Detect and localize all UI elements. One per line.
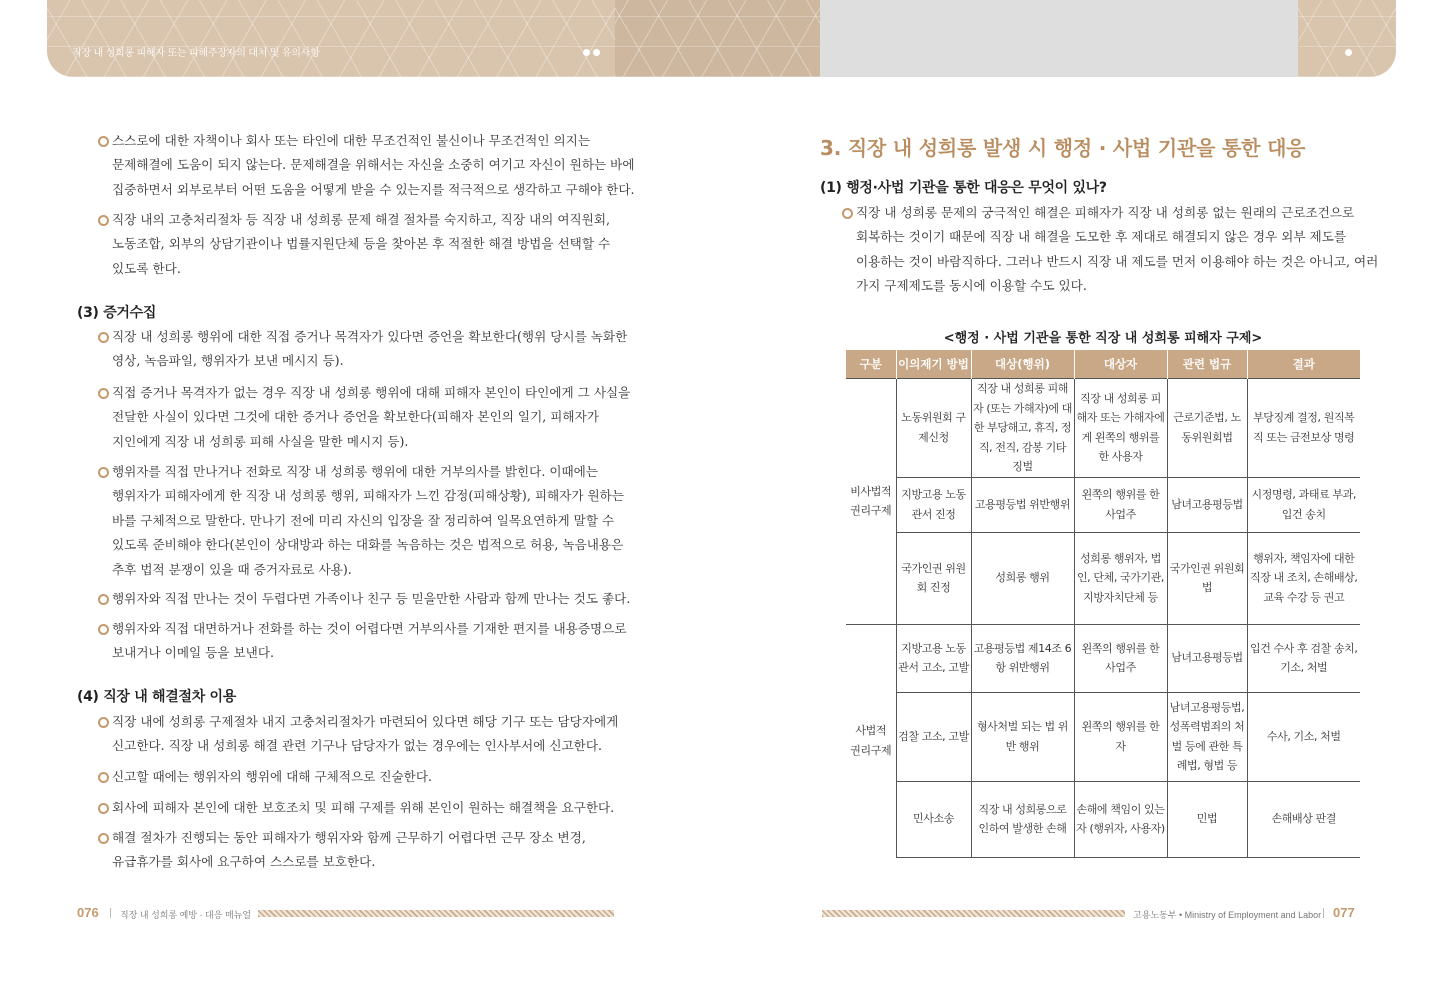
table-header-cell: 관련 법규 <box>1167 350 1247 379</box>
bullet-text-line: 전달한 사실이 있다면 그것에 대한 증거나 증언을 확보한다(피해자 본인의 일기, 피해자가 <box>112 409 599 425</box>
footer-separator <box>110 908 111 918</box>
table-group-cell: 사법적 권리구제 <box>846 624 896 857</box>
bullet-text-line: 행위자와 직접 만나는 것이 두렵다면 가족이나 친구 등 믿을만한 사람과 함께 만나는 것도 좋다. <box>112 591 631 606</box>
bullet-text-line: 추후 법적 분쟁이 있을 때 증거자료로 사용). <box>112 561 352 577</box>
table-cell: 성희롱 행위자, 법인, 단체, 국가기관, 지방자치단체 등 <box>1074 532 1167 624</box>
table-cell: 행위자, 책임자에 대한 직장 내 조치, 손해배상, 교육 수강 등 권고 <box>1247 532 1360 624</box>
table-cell: 시정명령, 과태료 부과, 입건 송치 <box>1247 477 1360 532</box>
bullet-icon <box>98 833 109 844</box>
bullet-text-line: 회복하는 것이기 때문에 직장 내 해결을 도모한 후 제대로 해결되지 않은 경우 외부 제도를 <box>856 229 1347 245</box>
table-cell: 왼쪽의 행위를 한 자 <box>1074 692 1167 781</box>
bullet-text-line: 있도록 준비해야 한다(본인이 상대방과 하는 대화를 녹음하는 것은 법적으로 허용, 녹음내용은 <box>112 537 624 553</box>
table-cell: 수사, 기소, 처벌 <box>1247 692 1360 781</box>
table-cell: 손해에 책임이 있는 자 (행위자, 사용자) <box>1074 781 1167 857</box>
page-number-right: 077 <box>1333 905 1355 920</box>
table-header-cell: 대상자 <box>1074 350 1167 379</box>
bullet-text-line: 직장 내에 성희롱 구제절차 내지 고충처리절차가 마련되어 있다면 해당 기구 또는 담당자에게 <box>112 714 619 729</box>
table-cell: 지방고용 노동관서 고소, 고발 <box>896 624 971 692</box>
bullet-text-line: 신고한다. 직장 내 성희롱 해결 관련 기구나 담당자가 없는 경우에는 인사부서에 신고한다. <box>112 738 603 754</box>
footer-hatched-bar <box>822 910 1125 917</box>
bullet-text-line: 회사에 피해자 본인에 대한 보호조치 및 피해 구제를 위해 본인이 원하는 해결책을 요구한다. <box>112 800 615 815</box>
bullet-text-line: 있도록 한다. <box>112 260 181 276</box>
header-dot <box>593 49 600 56</box>
bullet-text-line: 지인에게 직장 내 성희롱 피해 사실을 말한 메시지 등). <box>112 433 409 449</box>
bullet-icon <box>98 467 109 478</box>
table-cell: 민법 <box>1167 781 1247 857</box>
table-cell: 직장 내 성희롱으로 인하여 발생한 손해 <box>971 781 1074 857</box>
bullet-text-line: 문제해결에 도움이 되지 않는다. 문제해결을 위해서는 자신을 소중히 여기고 자신이 원하는 바에 <box>112 157 635 173</box>
header-dot <box>583 49 590 56</box>
table-row <box>846 781 1360 857</box>
subsection-heading: (4) 직장 내 해결절차 이용 <box>77 689 236 705</box>
table-row <box>846 692 1360 781</box>
bullet-text-line: 바를 구체적으로 말한다. 만나기 전에 미리 자신의 입장을 잘 정리하여 일목요연하게 말할 수 <box>112 512 615 528</box>
bullet-text-line: 보내거나 이메일 등을 보낸다. <box>112 645 274 661</box>
table-cell: 남녀고용평등법 <box>1167 624 1247 692</box>
page-number-left: 076 <box>77 905 99 920</box>
bullet-text-line: 직장 내의 고충처리절차 등 직장 내 성희롱 문제 해결 절차를 숙지하고, 직장 내의 여직원회, <box>112 212 611 227</box>
table-group-cell: 비사법적 권리구제 <box>846 379 896 625</box>
bullet-text-line: 행위자와 직접 대면하거나 전화를 하는 것이 어렵다면 거부의사를 기재한 편지를 내용증명으로 <box>112 621 627 636</box>
bullet-text-line: 가지 구제제도를 동시에 이용할 수도 있다. <box>856 278 1087 294</box>
subsection-heading: (3) 증거수집 <box>77 305 157 321</box>
bullet-text-line: 직장 내 성희롱 문제의 궁극적인 해결은 피해자가 직장 내 성희롱 없는 원래의 근로조건으로 <box>856 205 1355 220</box>
bullet-icon <box>98 215 109 226</box>
table-header-cell: 대상(행위) <box>971 350 1074 379</box>
section-title: 3. 직장 내 성희롱 발생 시 행정 · 사법 기관을 통한 대응 <box>820 136 1306 160</box>
table-cell: 왼쪽의 행위를 한 사업주 <box>1074 477 1167 532</box>
table-cell: 남녀고용평등법 <box>1167 477 1247 532</box>
bullet-text-line: 유급휴가를 회사에 요구하여 스스로를 보호한다. <box>112 854 376 870</box>
bullet-text-line: 해결 절차가 진행되는 동안 피해자가 행위자와 함께 근무하기 어렵다면 근무 장소 변경, <box>112 830 586 845</box>
bullet-text-line: 영상, 녹음파일, 행위자가 보낸 메시지 등). <box>112 353 344 369</box>
bullet-icon <box>98 803 109 814</box>
table-cell: 손해배상 판결 <box>1247 781 1360 857</box>
bullet-text-line: 집중하면서 외부로부터 어떤 도움을 어떻게 받을 수 있는지를 적극적으로 생각하고 구해야 한다. <box>112 181 635 197</box>
table-cell: 성희롱 행위 <box>971 532 1074 624</box>
table-caption: <행정 · 사법 기관을 통한 직장 내 성희롱 피해자 구제> <box>943 331 1263 346</box>
bullet-text-line: 신고할 때에는 행위자의 행위에 대해 구체적으로 진술한다. <box>112 769 432 784</box>
table-header-cell: 결과 <box>1247 350 1360 379</box>
bullet-icon <box>98 772 109 783</box>
bullet-text-line: 직접 증거나 목격자가 없는 경우 직장 내 성희롱 행위에 대해 피해자 본인이 타인에게 그 사실을 <box>112 385 631 400</box>
table-cell: 남녀고용평등법, 성폭력범죄의 처벌 등에 관한 특례법, 형법 등 <box>1167 692 1247 781</box>
header-dot <box>1345 49 1352 56</box>
bullet-icon <box>98 136 109 147</box>
footer-separator <box>1323 908 1324 918</box>
table-cell: 고용평등법 위반행위 <box>971 477 1074 532</box>
table-cell: 검찰 고소, 고발 <box>896 692 971 781</box>
table-header-cell: 구분 <box>846 350 896 379</box>
header-band-gray <box>820 0 1298 77</box>
table-cell: 근로기준법, 노동위원회법 <box>1167 379 1247 478</box>
table-row <box>846 477 1360 532</box>
table-row <box>846 379 1360 478</box>
table-cell: 직장 내 성희롱 피해자 또는 가해자에게 왼쪽의 행위를 한 사용자 <box>1074 379 1167 478</box>
bullet-icon <box>98 594 109 605</box>
header-band-right <box>1298 0 1396 77</box>
bullet-icon <box>98 717 109 728</box>
table-cell: 직장 내 성희롱 피해자 (또는 가해자)에 대한 부당해고, 휴직, 정직, 전직, 감봉 기타 징벌 <box>971 379 1074 478</box>
bullet-text-line: 스스로에 대한 자책이나 회사 또는 타인에 대한 무조건적인 불신이나 무조건적인 의지는 <box>112 133 590 148</box>
footer-manual-title: 직장 내 성희롱 예방 · 대응 매뉴얼 <box>120 910 252 920</box>
remedy-table <box>846 350 1360 858</box>
header-band-middle <box>615 0 820 77</box>
bullet-icon <box>98 388 109 399</box>
table-cell: 노동위원회 구제신청 <box>896 379 971 478</box>
table-cell: 국가인권 위원회 진정 <box>896 532 971 624</box>
question-heading: (1) 행정·사법 기관을 통한 대응은 무엇이 있나? <box>820 180 1107 196</box>
table-cell: 국가인권 위원회법 <box>1167 532 1247 624</box>
running-header-title: 직장 내 성희롱 피해자 또는 피해주장자의 대처 및 유의사항 <box>72 48 320 59</box>
table-cell: 형사처벌 되는 법 위반 행위 <box>971 692 1074 781</box>
table-cell: 입건 수사 후 검찰 송치, 기소, 처벌 <box>1247 624 1360 692</box>
table-header-row <box>846 350 1360 379</box>
bullet-text-line: 이용하는 것이 바람직하다. 그러나 반드시 직장 내 제도를 먼저 이용해야 하는 것은 아니고, 여러 <box>856 253 1379 269</box>
table-row <box>846 532 1360 624</box>
bullet-icon <box>98 624 109 635</box>
table-cell: 왼쪽의 행위를 한 사업주 <box>1074 624 1167 692</box>
table-cell: 민사소송 <box>896 781 971 857</box>
table-cell: 지방고용 노동관서 진정 <box>896 477 971 532</box>
table-cell: 고용평등법 제14조 6항 위반행위 <box>971 624 1074 692</box>
header-band-left <box>47 0 615 77</box>
bullet-icon <box>842 208 853 219</box>
table-row <box>846 624 1360 692</box>
table-cell: 부당징계 결정, 원직복직 또는 금전보상 명령 <box>1247 379 1360 478</box>
bullet-text-line: 행위자가 피해자에게 한 직장 내 성희롱 행위, 피해자가 느낀 감정(피해상황), 피해자가 원하는 <box>112 488 624 504</box>
footer-ministry: 고용노동부 • Ministry of Employment and Labor <box>1133 910 1322 920</box>
bullet-text-line: 노동조합, 외부의 상담기관이나 법률지원단체 등을 찾아본 후 적절한 해결 방법을 선택할 수 <box>112 236 611 252</box>
bullet-text-line: 직장 내 성희롱 행위에 대한 직접 증거나 목격자가 있다면 증언을 확보한다(행위 당시를 녹화한 <box>112 329 628 344</box>
footer-hatched-bar <box>258 910 614 917</box>
table-header-cell: 이의제기 방법 <box>896 350 971 379</box>
bullet-text-line: 행위자를 직접 만나거나 전화로 직장 내 성희롱 행위에 대한 거부의사를 밝힌다. 이때에는 <box>112 464 598 479</box>
bullet-icon <box>98 332 109 343</box>
